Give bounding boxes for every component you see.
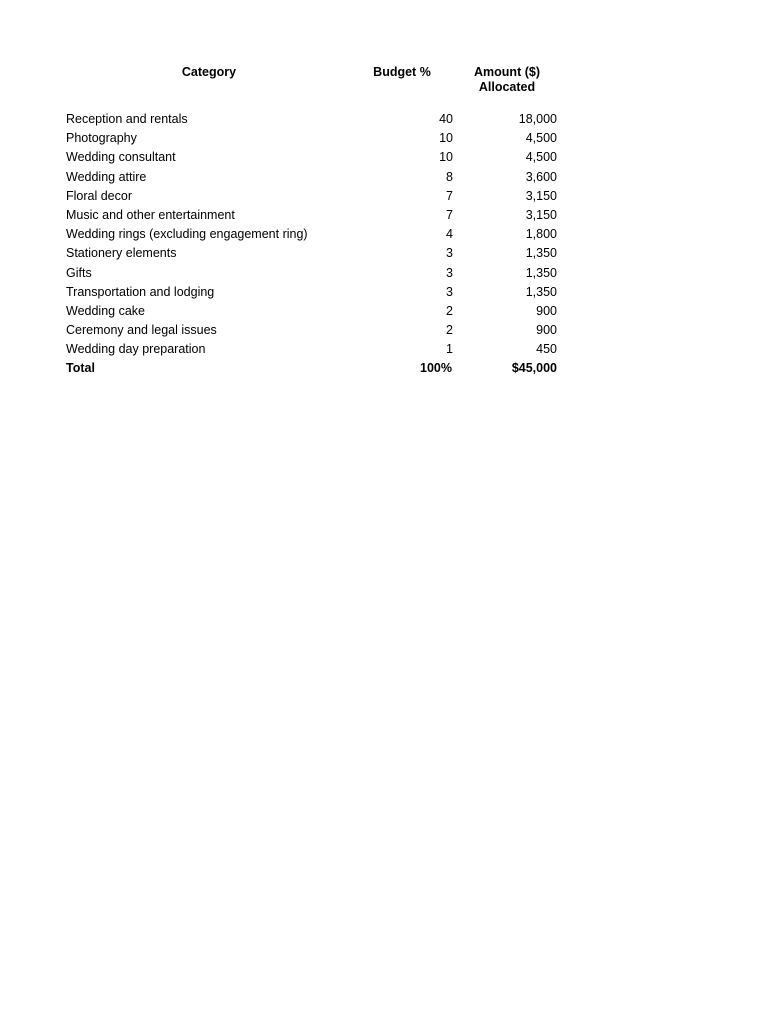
row-amount: 450	[536, 342, 557, 357]
table-row	[66, 148, 566, 167]
row-amount: 4,500	[525, 150, 557, 165]
row-budget-percent: 40	[439, 112, 453, 126]
table-row	[66, 283, 566, 302]
row-budget-percent: 3	[446, 265, 453, 280]
row-budget-percent: 1	[446, 342, 453, 357]
total-amount: $45,000	[511, 361, 557, 376]
row-amount: 1,350	[525, 284, 557, 299]
row-category: Transportation and lodging	[66, 284, 215, 299]
row-budget-percent: 10	[439, 131, 453, 146]
row-amount: 900	[536, 323, 557, 338]
table-body	[66, 110, 566, 359]
row-category: Wedding attire	[66, 169, 147, 184]
row-category: Wedding consultant	[66, 150, 176, 165]
table-header	[66, 65, 566, 110]
row-budget-percent: 10	[439, 150, 453, 165]
row-budget-percent: 8	[446, 169, 453, 184]
row-category: Stationery elements	[66, 246, 177, 261]
total-label: Total	[66, 361, 95, 376]
row-amount: 3,150	[525, 188, 557, 203]
row-category: Wedding day preparation	[66, 342, 206, 357]
budget-table	[66, 65, 566, 379]
header-budget-percent: Budget %	[373, 65, 431, 79]
total-percent: 100%	[420, 361, 452, 376]
row-budget-percent: 2	[446, 303, 453, 318]
row-amount: 18,000	[518, 112, 557, 126]
row-budget-percent: 7	[446, 188, 453, 203]
row-amount: 1,800	[525, 227, 557, 242]
row-budget-percent: 7	[446, 207, 453, 222]
row-budget-percent: 3	[446, 284, 453, 299]
table-row	[66, 264, 566, 283]
table-row	[66, 187, 566, 206]
row-amount: 1,350	[525, 246, 557, 261]
row-budget-percent: 3	[446, 246, 453, 261]
table-row	[66, 340, 566, 359]
row-category: Floral decor	[66, 188, 132, 203]
header-amount-line1: Amount ($)	[474, 65, 540, 79]
header-category: Category	[181, 65, 237, 79]
row-amount: 900	[536, 303, 557, 318]
row-category: Music and other entertainment	[66, 207, 235, 222]
row-category: Wedding cake	[66, 303, 145, 318]
table-row	[66, 225, 566, 244]
row-budget-percent: 2	[446, 323, 453, 338]
row-budget-percent: 4	[446, 227, 453, 242]
row-category: Wedding rings (excluding engagement ring)	[66, 227, 308, 242]
table-row	[66, 321, 566, 340]
row-amount: 4,500	[525, 131, 557, 146]
row-category: Photography	[66, 131, 137, 146]
row-category: Reception and rentals	[66, 112, 188, 126]
header-amount-allocated	[462, 65, 552, 95]
table-row	[66, 110, 566, 129]
table-row	[66, 206, 566, 225]
table-row	[66, 129, 566, 148]
header-amount-line2: Allocated	[478, 80, 536, 94]
table-row	[66, 302, 566, 321]
row-category: Gifts	[66, 265, 92, 280]
row-category: Ceremony and legal issues	[66, 323, 217, 338]
table-row	[66, 244, 566, 263]
table-row	[66, 168, 566, 187]
row-amount: 3,600	[525, 169, 557, 184]
row-amount: 3,150	[525, 207, 557, 222]
total-row	[66, 359, 566, 378]
row-amount: 1,350	[525, 265, 557, 280]
